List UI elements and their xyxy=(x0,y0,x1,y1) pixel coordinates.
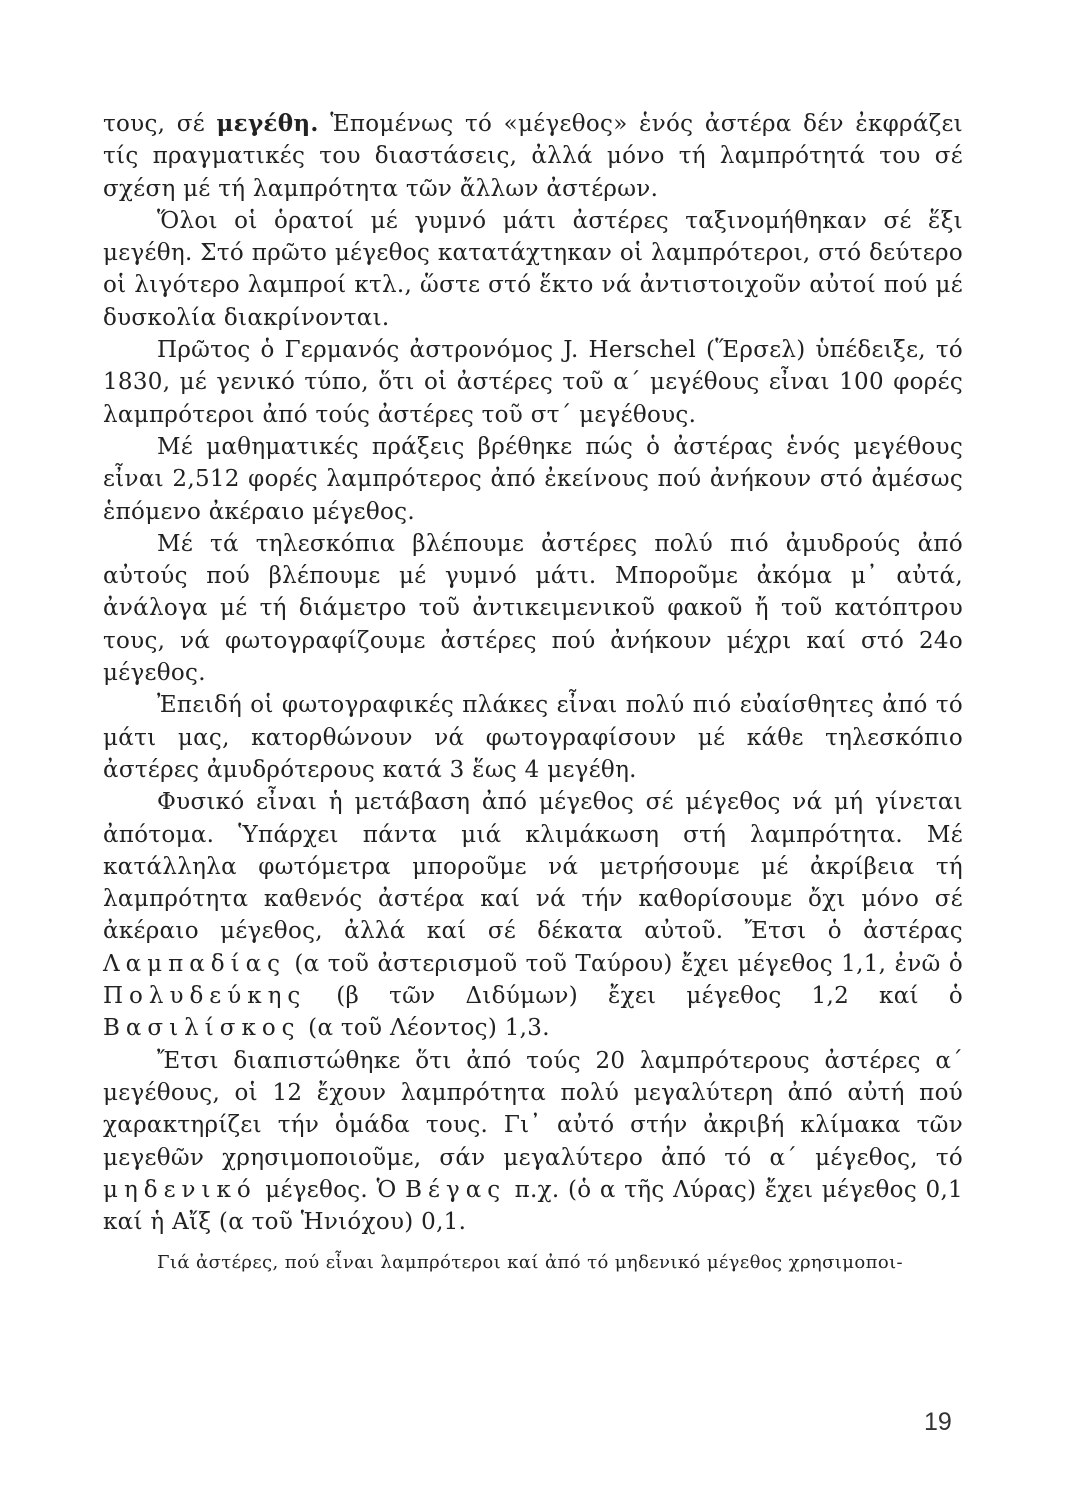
paragraph xyxy=(103,108,963,205)
paragraph xyxy=(103,431,963,528)
spaced-name: Βέγας xyxy=(405,1176,507,1203)
text-run: (α τοῦ Λέοντος) 1,3. xyxy=(300,1015,550,1042)
text-run: Ὅλοι οἱ ὁρατοί μέ γυμνό μάτι ἀστέρες ταξινομήθηκαν σέ ἕξι μεγέθη. Στό πρῶτο μέγεθος κατατάχτηκαν οἱ λαμπρότεροι, στό δεύτερο οἱ λιγότερο λαμπροί κτλ., ὥστε στό ἕκτο νά ἀντιστοιχοῦν αὐτοί πού μέ δυσκολία διακρίνονται. xyxy=(103,207,963,331)
paragraph xyxy=(103,205,963,334)
body-text xyxy=(103,108,963,1238)
bold-term: μεγέθη. xyxy=(216,110,319,137)
text-run: Ἑπομένως τό «μέγεθος» ἑνός ἀστέρα δέν ἐκφράζει τίς πραγματικές του διαστάσεις, ἀλλά μόνο τή λαμπρότητά του σέ σχέση μέ τή λαμπρότητα τῶν ἄλλων ἀστέρων. xyxy=(103,111,963,202)
paragraph xyxy=(103,334,963,431)
text-run: Ἐπειδή οἱ φωτογραφικές πλάκες εἶναι πολύ πιό εὐαίσθητες ἀπό τό μάτι μας, κατορθώνουν νά φωτογραφίσουν μέ κάθε τηλεσκόπιο ἀστέρες ἀμυδρότερους κατά 3 ἕως 4 μεγέθη. xyxy=(103,692,963,783)
text-run: Φυσικό εἶναι ἡ μετάβαση ἀπό μέγεθος σέ μέγεθος νά μή γίνεται ἀπότομα. Ὑπάρχει πάντα μιά κλιμάκωση στή λαμπρότητα. Μέ κατάλληλα φωτόμετρα μποροῦμε νά μετρήσουμε μέ ἀκρίβεια τή λαμπρότητα καθενός ἀστέρα καί νά τήν καθορίσουμε ὄχι μόνο σέ ἀκέραιο μέγεθος, ἀλλά καί σέ δέκατα αὐτοῦ. Ἔτσι ὁ ἀστέρας xyxy=(103,789,963,945)
text-run: τους, σέ xyxy=(103,111,217,137)
text-run: (α τοῦ ἀστερισμοῦ τοῦ Ταύρου) ἔχει μέγεθος 1,1, ἐνῶ ὁ xyxy=(286,950,963,977)
spaced-name: Βασιλίσκος xyxy=(103,1015,301,1042)
text-run: Ἔτσι διαπιστώθηκε ὅτι ἀπό τούς 20 λαμπρότερους ἀστέρες α΄ μεγέθους, οἱ 12 ἔχουν λαμπρότητα πολύ μεγαλύτερη ἀπό αὐτή πού χαρακτηρίζει τήν ὁμάδα τους. Γι᾿ αὐτό στήν ἀκριβή κλίμακα τῶν μεγεθῶν χρησιμοποιοῦμε, σάν μεγαλύτερο ἀπό τό α΄ μέγεθος, τό xyxy=(103,1047,963,1171)
paragraph xyxy=(103,528,963,689)
text-run: Πρῶτος ὁ Γερμανός ἀστρονόμος J. Herschel (Ἕρσελ) ὑπέδειξε, τό 1830, μέ γενικό τύπο, ὅτι οἱ ἀστέρες τοῦ α΄ μεγέθους εἶναι 100 φορές λαμπρότεροι ἀπό τούς ἀστέρες τοῦ στ΄ μεγέθους. xyxy=(103,337,963,428)
spaced-name: Λαμπαδίας xyxy=(103,950,287,977)
spaced-name: Πολυδεύκης xyxy=(103,983,307,1010)
page-body xyxy=(103,108,963,1294)
text-run: Μέ τά τηλεσκόπια βλέπουμε ἀστέρες πολύ πιό ἀμυδρούς ἀπό αὐτούς πού βλέπουμε μέ γυμνό μάτι. Μποροῦμε ἀκόμα μ᾿ αὐτά, ἀνάλογα μέ τή διάμετρο τοῦ ἀντικειμενικοῦ φακοῦ ἤ τοῦ κατόπτρου τους, νά φωτογραφίζουμε ἀστέρες πού ἀνήκουν μέχρι καί στό 24ο μέγεθος. xyxy=(103,530,963,687)
paragraph xyxy=(103,689,963,786)
text-run: π.χ. (ὁ α τῆς Λύρας) ἔχει μέγεθος 0,1 καί ἡ Αἴξ (α τοῦ Ἡνιόχου) 0,1. xyxy=(103,1176,963,1236)
paragraph xyxy=(103,1045,963,1239)
footnote: Γιά ἀστέρες, πού εἶναι λαμπρότεροι καί ἀπό τό μηδενικό μέγεθος χρησιμοποι- xyxy=(157,1252,904,1274)
text-run: Μέ μαθηματικές πράξεις βρέθηκε πώς ὁ ἀστέρας ἑνός μεγέθους εἶναι 2,512 φορές λαμπρότερος ἀπό ἐκείνους πού ἀνήκουν στό ἀμέσως ἑπόμενο ἀκέραιο μέγεθος. xyxy=(103,433,963,525)
page-number: 19 xyxy=(924,1408,952,1436)
paragraph xyxy=(103,786,963,1044)
text-run: μέγεθος. Ὁ xyxy=(256,1176,406,1203)
text-run: (β τῶν Διδύμων) ἔχει μέγεθος 1,2 καί ὁ xyxy=(306,983,963,1010)
spaced-name: μηδενικό xyxy=(103,1176,257,1203)
